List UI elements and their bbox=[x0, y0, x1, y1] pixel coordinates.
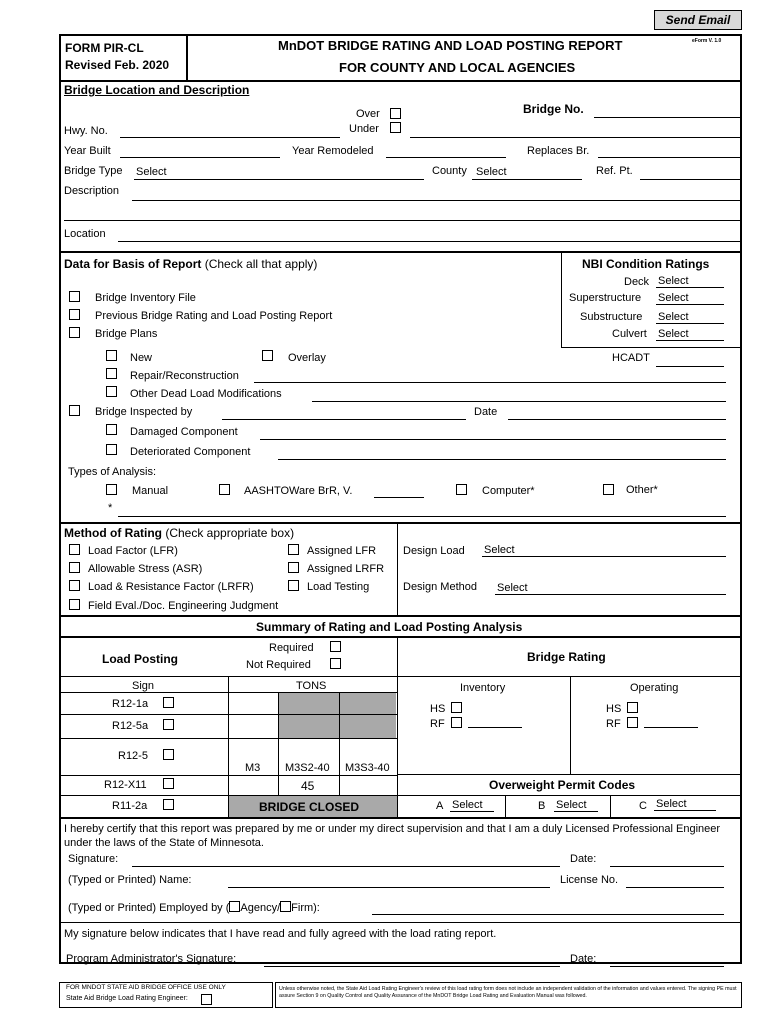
overweight-title: Overweight Permit Codes bbox=[489, 778, 636, 792]
damaged-label: Damaged Component bbox=[130, 426, 238, 438]
form-revised: Revised Feb. 2020 bbox=[65, 58, 170, 72]
r12-5a-checkbox[interactable] bbox=[163, 719, 174, 730]
operating-rf-field[interactable] bbox=[644, 727, 698, 728]
admin-signature-field[interactable] bbox=[264, 966, 560, 967]
sign-r12-1a: R12-1a bbox=[112, 698, 149, 710]
engineer-checkbox[interactable] bbox=[201, 994, 212, 1005]
permit-b-select[interactable]: Select bbox=[554, 799, 598, 812]
method-divider bbox=[397, 523, 398, 616]
agency-checkbox[interactable] bbox=[229, 901, 240, 912]
inventory-rf-field[interactable] bbox=[468, 727, 522, 728]
computer-label: Computer* bbox=[482, 485, 535, 497]
deteriorated-label: Deteriorated Component bbox=[130, 446, 251, 458]
lfr-checkbox[interactable] bbox=[69, 544, 80, 555]
other-analysis-checkbox[interactable] bbox=[603, 484, 614, 495]
nbi-culvert-select[interactable]: Select bbox=[656, 328, 724, 341]
inspected-by-checkbox[interactable] bbox=[69, 405, 80, 416]
assigned-lfr-checkbox[interactable] bbox=[288, 544, 299, 555]
inspected-date-field[interactable] bbox=[508, 419, 726, 420]
admin-signature-label: Program Administrator's Signature: bbox=[66, 953, 237, 965]
form-id: FORM PIR-CL bbox=[65, 41, 144, 55]
name-field[interactable] bbox=[228, 887, 550, 888]
m3s240-label: M3S2-40 bbox=[285, 762, 330, 774]
office-use-label: FOR MNDOT STATE AID BRIDGE OFFICE USE ONLY bbox=[66, 984, 226, 991]
manual-label: Manual bbox=[132, 485, 169, 497]
permit-a-select[interactable]: Select bbox=[450, 799, 494, 812]
send-email-button[interactable]: Send Email bbox=[654, 10, 742, 30]
cert-statement: I hereby certify that this report was prepared by me or under my direct supervision and that I am a duly Licensed Professional Engineer under the laws of the State of Minnesota. bbox=[64, 823, 721, 849]
load-posting-label: Load Posting bbox=[102, 652, 178, 666]
lfr-label: Load Factor (LFR) bbox=[88, 545, 178, 557]
description-label: Description bbox=[64, 185, 120, 197]
nbi-superstructure-label: Superstructure bbox=[569, 292, 642, 304]
description-field-2[interactable] bbox=[64, 220, 740, 221]
ref-pt-label: Ref. Pt. bbox=[596, 165, 633, 177]
summary-header-rule bbox=[60, 676, 741, 677]
assigned-lfr-label: Assigned LFR bbox=[307, 545, 377, 557]
location-label: Location bbox=[64, 228, 106, 240]
sign-r11-2a: R11-2a bbox=[112, 800, 148, 812]
m3s340-label: M3S3-40 bbox=[345, 762, 390, 774]
agree-statement: My signature below indicates that I have read and fully agreed with the load rating report. bbox=[64, 928, 497, 940]
tons-45-value[interactable]: 45 bbox=[301, 779, 315, 793]
sign-r12-x11: R12-X11 bbox=[104, 779, 147, 791]
engineer-label: State Aid Bridge Load Rating Engineer: bbox=[66, 995, 188, 1002]
deteriorated-checkbox[interactable] bbox=[106, 444, 117, 455]
damaged-field[interactable] bbox=[260, 439, 726, 440]
sign-row-rule-2 bbox=[60, 738, 397, 739]
operating-header: Operating bbox=[630, 682, 679, 694]
hcadt-label: HCADT bbox=[612, 352, 650, 364]
summary-top-rule bbox=[60, 615, 741, 617]
year-remodeled-field[interactable] bbox=[386, 157, 506, 158]
field-eval-label: Field Eval./Doc. Engineering Judgment bbox=[88, 600, 279, 612]
other-dead-load-checkbox[interactable] bbox=[106, 386, 117, 397]
operating-hs-checkbox[interactable] bbox=[627, 702, 638, 713]
inventory-rf-checkbox[interactable] bbox=[451, 717, 462, 728]
admin-date-field[interactable] bbox=[610, 966, 724, 967]
county-field bbox=[472, 179, 582, 180]
employed-prefix: (Typed or Printed) Employed by ( bbox=[68, 902, 230, 914]
damaged-checkbox[interactable] bbox=[106, 424, 117, 435]
inventory-rf-label: RF bbox=[430, 718, 445, 730]
shade-divider bbox=[339, 692, 340, 739]
sign-row-rule-4 bbox=[60, 795, 741, 796]
admin-date-label: Date: bbox=[570, 953, 597, 965]
year-built-field[interactable] bbox=[120, 157, 280, 158]
year-remodeled-label: Year Remodeled bbox=[292, 145, 374, 157]
shaded-cell-1 bbox=[279, 693, 396, 714]
employed-by-field[interactable] bbox=[372, 914, 724, 915]
employed-by-label bbox=[68, 900, 320, 914]
aashtoware-label: AASHTOWare BrR, V. bbox=[244, 485, 353, 497]
rating-col-divider bbox=[570, 677, 571, 774]
design-load-label: Design Load bbox=[403, 545, 465, 557]
asterisk-field[interactable] bbox=[118, 516, 726, 517]
other-analysis-label: Other* bbox=[626, 484, 658, 496]
load-testing-label: Load Testing bbox=[307, 581, 370, 593]
shaded-cell-2 bbox=[279, 715, 396, 738]
bridge-rating-label: Bridge Rating bbox=[527, 650, 606, 664]
r12-1a-checkbox[interactable] bbox=[163, 697, 174, 708]
bridge-no-field[interactable] bbox=[594, 117, 740, 118]
basis-title bbox=[64, 257, 317, 271]
permit-c-select[interactable]: Select bbox=[654, 798, 716, 811]
other-dead-load-label: Other Dead Load Modifications bbox=[130, 388, 282, 400]
inventory-hs-label: HS bbox=[430, 703, 446, 715]
m3-label: M3 bbox=[245, 762, 261, 774]
county-select[interactable]: Select bbox=[476, 166, 507, 178]
sign-r12-5a: R12-5a bbox=[112, 720, 149, 732]
hcadt-field[interactable] bbox=[656, 366, 724, 367]
sign-header: Sign bbox=[132, 680, 155, 692]
operating-rf-label: RF bbox=[606, 718, 621, 730]
operating-rf-checkbox[interactable] bbox=[627, 717, 638, 728]
inventory-hs-checkbox[interactable] bbox=[451, 702, 462, 713]
permit-divider-2 bbox=[610, 795, 611, 818]
disclaimer-text: Unless otherwise noted, the State Aid Load Rating Engineer's review of this load rating form does not include an independent validation of the information and values entered. The signing PE must assure Section 9 on Quality Control and Quality Assurance of the MnDOT Bridge Load Rating and Evaluation Manual was followed. bbox=[279, 986, 737, 999]
bridge-type-select[interactable]: Select bbox=[136, 166, 167, 178]
permit-c-label: C bbox=[639, 800, 647, 812]
bridge-no-field-2[interactable] bbox=[410, 137, 740, 138]
r11-2a-checkbox[interactable] bbox=[163, 799, 174, 810]
asterisk-label: * bbox=[108, 502, 113, 514]
sign-r12-5: R12-5 bbox=[118, 750, 148, 762]
location-field[interactable] bbox=[118, 241, 740, 242]
eform-version: eForm V. 1.0 bbox=[692, 38, 722, 44]
previous-rating-label: Previous Bridge Rating and Load Posting Report bbox=[95, 310, 333, 322]
under-checkbox[interactable] bbox=[390, 122, 401, 133]
permit-a-label: A bbox=[436, 800, 444, 812]
hwy-no-field[interactable] bbox=[120, 137, 340, 138]
signature-field[interactable] bbox=[132, 866, 560, 867]
nbi-substructure-label: Substructure bbox=[580, 311, 643, 323]
nbi-deck-label: Deck bbox=[624, 276, 650, 288]
signature-date-field[interactable] bbox=[610, 866, 724, 867]
county-label: County bbox=[432, 165, 467, 177]
design-method-label: Design Method bbox=[403, 581, 477, 593]
form-title-line1: MnDOT BRIDGE RATING AND LOAD POSTING REPORT bbox=[278, 38, 623, 53]
nbi-title: NBI Condition Ratings bbox=[582, 257, 710, 271]
aashtoware-checkbox[interactable] bbox=[219, 484, 230, 495]
r12-5-checkbox[interactable] bbox=[163, 749, 174, 760]
asr-label: Allowable Stress (ASR) bbox=[88, 563, 203, 575]
form-title-line2: FOR COUNTY AND LOCAL AGENCIES bbox=[339, 60, 576, 75]
overweight-top-rule bbox=[397, 774, 741, 775]
bridge-plans-checkbox[interactable] bbox=[69, 327, 80, 338]
over-checkbox[interactable] bbox=[390, 108, 401, 119]
manual-checkbox[interactable] bbox=[106, 484, 117, 495]
signature-date-label: Date: bbox=[570, 853, 597, 865]
repair-label: Repair/Reconstruction bbox=[130, 370, 239, 382]
other-dead-load-field[interactable] bbox=[312, 401, 726, 402]
hwy-no-label: Hwy. No. bbox=[64, 125, 108, 137]
inventory-file-checkbox[interactable] bbox=[69, 291, 80, 302]
inspected-date-label: Date bbox=[474, 406, 498, 418]
over-label: Over bbox=[356, 108, 380, 120]
under-label: Under bbox=[349, 123, 379, 135]
license-field[interactable] bbox=[626, 887, 724, 888]
new-checkbox[interactable] bbox=[106, 350, 117, 361]
firm-checkbox[interactable] bbox=[280, 901, 291, 912]
asr-checkbox[interactable] bbox=[69, 562, 80, 573]
summary-divider bbox=[397, 637, 398, 818]
assigned-lrfr-label: Assigned LRFR bbox=[307, 563, 385, 575]
permit-b-label: B bbox=[538, 800, 546, 812]
license-label: License No. bbox=[560, 874, 619, 886]
header-divider bbox=[186, 36, 188, 82]
overlay-checkbox[interactable] bbox=[262, 350, 273, 361]
basis-title-text: Data for Basis of Report bbox=[64, 257, 202, 271]
previous-rating-checkbox[interactable] bbox=[69, 309, 80, 320]
repair-checkbox[interactable] bbox=[106, 368, 117, 379]
inspected-by-label: Bridge Inspected by bbox=[95, 406, 193, 418]
name-label: (Typed or Printed) Name: bbox=[68, 874, 192, 886]
lrfr-label: Load & Resistance Factor (LRFR) bbox=[88, 581, 254, 593]
inspected-by-field[interactable] bbox=[222, 419, 466, 420]
location-section-title: Bridge Location and Description bbox=[64, 83, 250, 97]
basis-title-note: (Check all that apply) bbox=[204, 257, 318, 271]
nbi-superstructure-select[interactable]: Select bbox=[656, 292, 724, 305]
field-eval-checkbox[interactable] bbox=[69, 599, 80, 610]
signature-label: Signature: bbox=[68, 853, 119, 865]
sign-row-rule-3 bbox=[60, 775, 397, 776]
overlay-label: Overlay bbox=[288, 352, 326, 364]
description-field-1[interactable] bbox=[132, 200, 740, 201]
summary-title: Summary of Rating and Load Posting Analysis bbox=[256, 620, 523, 634]
cert-top-rule bbox=[60, 817, 741, 819]
inventory-header: Inventory bbox=[460, 682, 506, 694]
aashtoware-version-field[interactable] bbox=[374, 497, 424, 498]
ref-pt-field[interactable] bbox=[640, 179, 740, 180]
header-bottom-rule bbox=[60, 80, 741, 82]
required-checkbox[interactable] bbox=[330, 641, 341, 652]
repair-field[interactable] bbox=[254, 382, 726, 383]
required-label: Required bbox=[269, 642, 314, 654]
summary-title-rule bbox=[60, 636, 741, 638]
tons-header: TONS bbox=[296, 680, 327, 692]
firm-label: Firm): bbox=[291, 902, 320, 914]
year-built-label: Year Built bbox=[64, 145, 111, 157]
replaces-br-field[interactable] bbox=[598, 157, 740, 158]
assigned-lrfr-checkbox[interactable] bbox=[288, 562, 299, 573]
replaces-br-label: Replaces Br. bbox=[527, 145, 590, 157]
bridge-type-label: Bridge Type bbox=[64, 165, 123, 177]
operating-hs-label: HS bbox=[606, 703, 622, 715]
nbi-culvert-label: Culvert bbox=[612, 328, 647, 340]
design-method-select[interactable]: Select bbox=[495, 582, 726, 595]
permit-divider-1 bbox=[505, 795, 506, 818]
computer-checkbox[interactable] bbox=[456, 484, 467, 495]
method-top-rule bbox=[60, 522, 741, 524]
not-required-label: Not Required bbox=[246, 659, 311, 671]
not-required-checkbox[interactable] bbox=[330, 658, 341, 669]
types-analysis-label: Types of Analysis: bbox=[68, 466, 157, 478]
bridge-type-field bbox=[134, 179, 424, 180]
lrfr-checkbox[interactable] bbox=[69, 580, 80, 591]
agree-top-rule bbox=[60, 922, 741, 923]
design-load-select[interactable]: Select bbox=[482, 544, 726, 557]
bridge-plans-label: Bridge Plans bbox=[95, 328, 158, 340]
bridge-closed-label: BRIDGE CLOSED bbox=[259, 800, 360, 814]
nbi-substructure-select[interactable]: Select bbox=[656, 311, 724, 324]
method-title-note: (Check appropriate box) bbox=[165, 526, 295, 540]
agency-label: Agency/ bbox=[240, 902, 281, 914]
method-title bbox=[64, 526, 294, 540]
load-testing-checkbox[interactable] bbox=[288, 580, 299, 591]
method-title-text: Method of Rating bbox=[64, 526, 162, 540]
nbi-deck-select[interactable]: Select bbox=[656, 275, 724, 288]
r12-x11-checkbox[interactable] bbox=[163, 778, 174, 789]
new-label: New bbox=[130, 352, 153, 364]
bridge-no-label: Bridge No. bbox=[523, 102, 584, 116]
inventory-file-label: Bridge Inventory File bbox=[95, 292, 196, 304]
deteriorated-field[interactable] bbox=[278, 459, 726, 460]
